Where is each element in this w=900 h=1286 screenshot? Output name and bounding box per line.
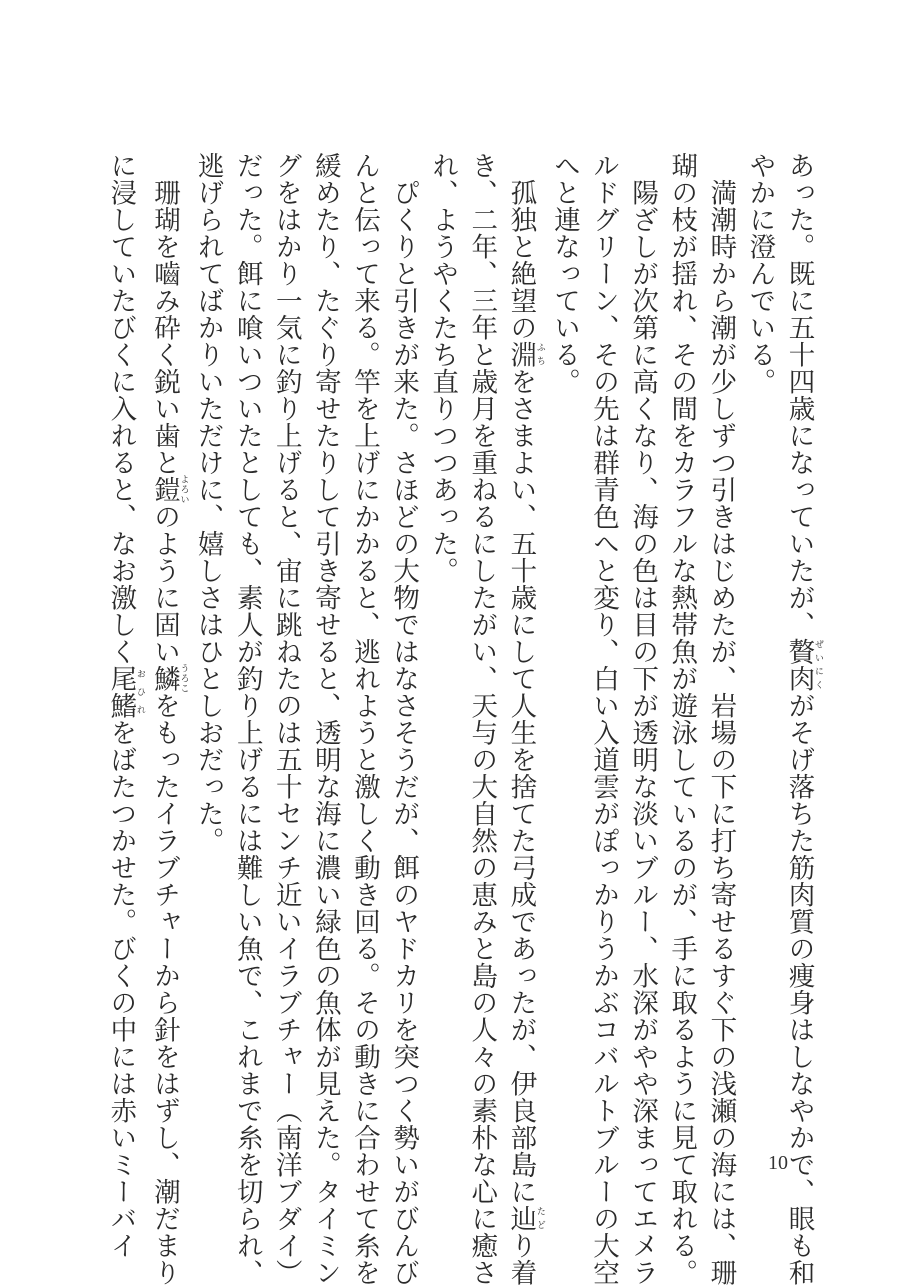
text-segment: んと伝って来る。竿を上げにかかると、逃れようと激しく動き回る。その動きに合わせて糸を: [348, 152, 380, 1286]
text-segment: のように固い: [149, 503, 180, 665]
ruby-base: 淵: [505, 341, 537, 368]
ruby-reading: よろい: [178, 474, 189, 505]
text-line: [145, 152, 189, 1286]
ruby-base: 贅肉: [783, 638, 815, 692]
text-line: [662, 152, 701, 1286]
text-line: [501, 152, 545, 1286]
text-segment: 逃げられてばかりいただけに、嬉しさはひとしおだった。: [192, 152, 224, 854]
text-segment: り着: [505, 1232, 537, 1286]
ruby-reading: ふち: [534, 341, 545, 368]
ruby-reading: ぜいにく: [813, 638, 823, 692]
text-segment: 満潮時から潮が少しずつ引きはじめたが、岩場の下に打ち寄せるすぐ下の浅瀬の海には、珊: [705, 152, 737, 1286]
text-segment: やかに澄んでいる。: [744, 152, 776, 395]
text-segment: グをはかり一気に釣り上げると、宙に跳ねたのは五十センチ近いイラブチャー（南洋ブダイ）: [270, 152, 302, 1286]
ruby-reading: おひれ: [134, 665, 145, 719]
ruby-base: 尾鰭: [105, 665, 137, 719]
text-line: [267, 152, 306, 1286]
text-segment: 瑚の枝が揺れ、その間をカラフルな熱帯魚が遊泳しているのが、手に取るように見て取れる。: [666, 152, 698, 1286]
text-segment: をばたつかせた。びくの中には赤いミーバイ: [105, 719, 137, 1259]
text-segment: あった。既に五十四歳になっていたが、: [783, 152, 815, 638]
text-line: [189, 152, 228, 1124]
ruby-word: [105, 665, 145, 719]
ruby-reading: うろこ: [178, 663, 189, 694]
ruby-reading: たど: [534, 1205, 545, 1232]
text-segment: がそげ落ちた筋肉質の痩身はしなやかで、眼も和: [783, 692, 815, 1286]
text-line: [740, 152, 779, 1124]
text-line: [462, 152, 501, 1286]
text-line: [345, 152, 384, 1286]
text-segment: をさまよい、五十歳にして人生を捨てた弓成であったが、伊良部島に: [505, 368, 537, 1205]
text-line: [101, 152, 145, 1259]
ruby-word: [505, 341, 545, 368]
text-line: [701, 152, 740, 1286]
page-number: 10: [768, 1152, 788, 1174]
ruby-word: [149, 474, 189, 505]
ruby-word: [783, 638, 823, 692]
ruby-word: [149, 663, 189, 694]
text-segment: へと連なっている。: [548, 152, 580, 395]
text-line: [545, 152, 584, 1124]
text-line: [384, 152, 423, 1286]
text-segment: き、二年、三年と歳月を重ねるにしたがい、天与の大自然の恵みと島の人々の素朴な心に癒さ: [466, 152, 498, 1286]
text-segment: に浸していたびくに入れると、なお激しく: [105, 152, 137, 665]
ruby-base: 辿: [505, 1205, 537, 1232]
text-segment: 珊瑚を嚙み砕く鋭い歯と: [149, 152, 180, 476]
text-line: [584, 152, 623, 1286]
text-segment: だった。餌に喰いついたとしても、素人が釣り上げるには難しい魚で、これまで糸を切られ、: [231, 152, 263, 1286]
text-line: [306, 152, 345, 1286]
text-line: [423, 152, 462, 1124]
text-line: [779, 152, 823, 1286]
text-segment: 緩めたり、たぐり寄せたりして引き寄せると、透明な海に濃い緑色の魚体が見えた。タイミン: [309, 152, 341, 1286]
ruby-base: 鱗: [149, 663, 180, 694]
ruby-word: [505, 1205, 545, 1232]
text-segment: をもったイラブチャーから針をはずし、潮だまり: [149, 692, 180, 1286]
text-segment: 孤独と絶望の: [505, 152, 537, 341]
text-line: [623, 152, 662, 1286]
text-line: [228, 152, 267, 1286]
ruby-base: 鎧: [149, 474, 180, 505]
text-segment: ルドグリーン、その先は群青色へと変り、白い入道雲がぽっかりうかぶコバルトブルーの大空: [588, 152, 620, 1286]
text-segment: ぴくりと引きが来た。さほどの大物ではなさそうだが、餌のヤドカリを突つく勢いがびんび: [388, 152, 420, 1286]
text-segment: れ、ようやくたち直りつつあった。: [427, 152, 459, 584]
text-segment: 陽ざしが次第に高くなり、海の色は目の下が透明な淡いブルー、水深がやや深まってエメラ: [627, 152, 659, 1286]
